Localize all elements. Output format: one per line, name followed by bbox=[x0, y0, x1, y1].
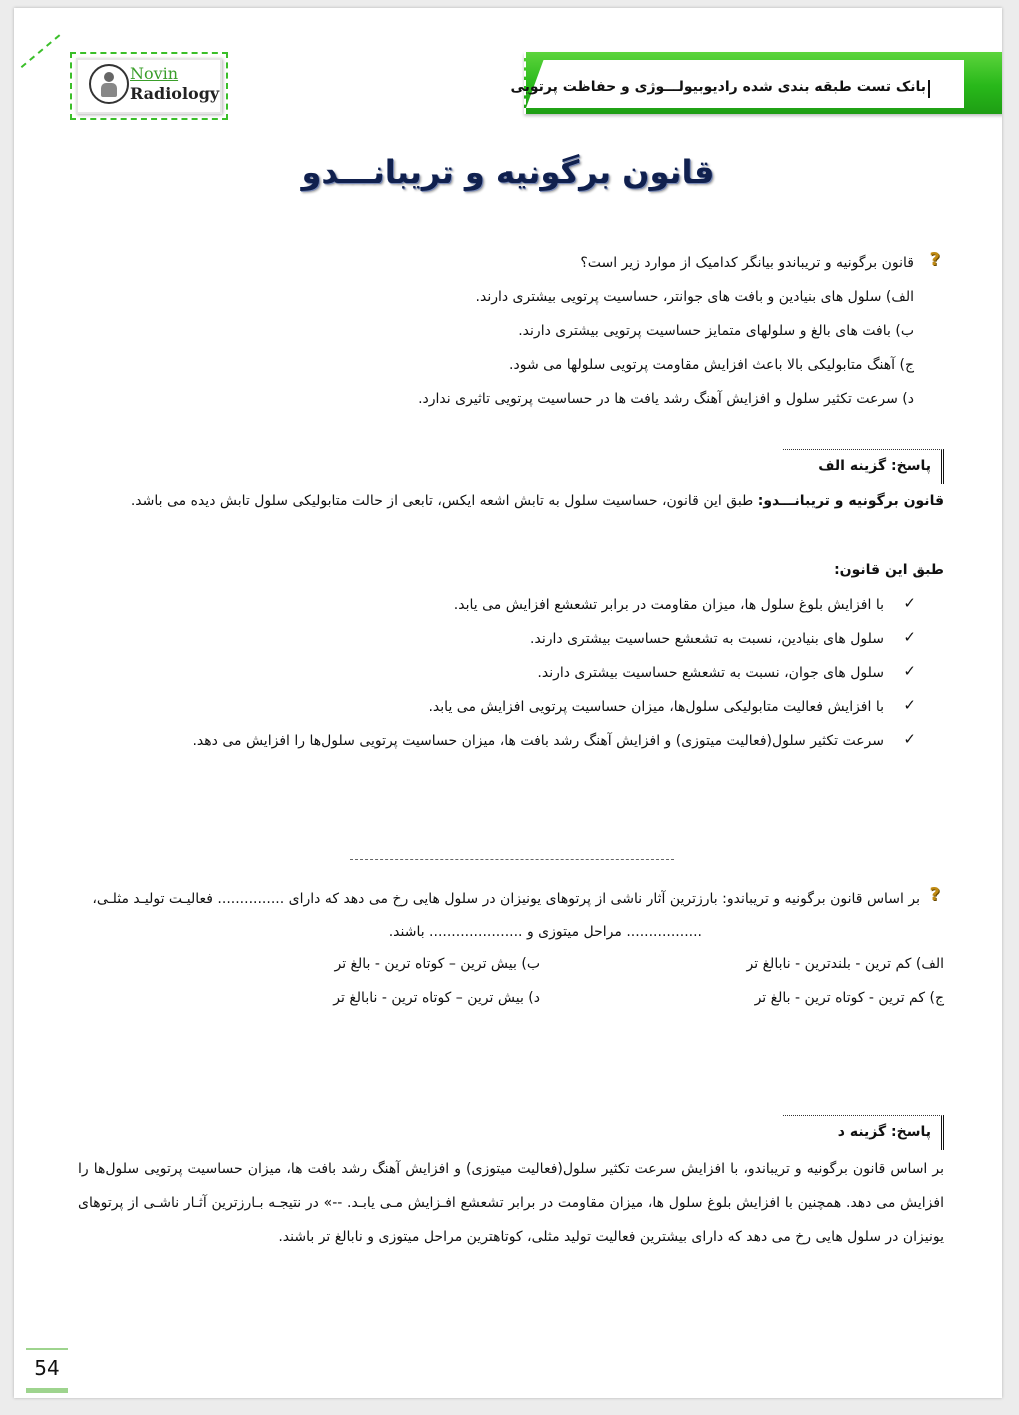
section-divider bbox=[350, 859, 674, 860]
document-page bbox=[14, 8, 1002, 1398]
banner-title: بانک تست طبقه بندی شده رادیوبیولـــوژی و حفاظت پرتویی bbox=[510, 79, 926, 95]
check-icon: ✓ bbox=[903, 594, 916, 612]
rule-item: سرعت تکثیر سلول(فعالیت میتوزی) و افزایش آهنگ رشد بافت ها، میزان حساسیت پرتویی سلول‌ها را افزایش می دهد. bbox=[192, 733, 884, 749]
banner-divider bbox=[928, 80, 930, 98]
question-icon: ? bbox=[929, 249, 940, 270]
logo-decoration bbox=[21, 34, 62, 69]
rule-heading: طبق این قانون: bbox=[834, 562, 944, 578]
definition-text: طبق این قانون، حساسیت سلول به تابش اشعه ایکس، تابعی از حالت متابولیکی سلول تابش دیده می باشد. bbox=[130, 493, 754, 509]
check-icon: ✓ bbox=[903, 730, 916, 748]
check-icon: ✓ bbox=[903, 696, 916, 714]
check-icon: ✓ bbox=[903, 628, 916, 646]
q1-answer-label: پاسخ: گزینه الف bbox=[818, 458, 931, 474]
q2-option-a: الف) کم ترین - بلندترین - نابالغ تر bbox=[746, 956, 944, 972]
q1-option-d: د) سرعت تکثیر سلول و افزایش آهنگ رشد یافت ها در حساسیت پرتویی تاثیری ندارد. bbox=[418, 391, 914, 407]
q1-option-b: ب) بافت های بالغ و سلولهای متمایز حساسیت پرتویی بیشتری دارند. bbox=[518, 323, 914, 339]
rule-item: سلول های جوان، نسبت به تشعشع حساسیت بیشتری دارند. bbox=[537, 665, 884, 681]
q2-option-c: ج) کم ترین - کوتاه ترین - بالغ تر bbox=[754, 990, 944, 1006]
q1-answer-box bbox=[783, 449, 944, 484]
definition-term: قانون برگونیه و تریبانـــدو: bbox=[757, 493, 944, 509]
person-icon bbox=[89, 64, 129, 104]
q1-definition bbox=[131, 492, 944, 510]
q2-option-b: ب) بیش ترین – کوتاه ترین - بالغ تر bbox=[334, 956, 540, 972]
q1-question: قانون برگونیه و تریباندو بیانگر کدامیک از موارد زیر است؟ bbox=[580, 255, 914, 271]
rule-item: با افزایش فعالیت متابولیکی سلول‌ها، میزان حساسیت پرتویی افزایش می یابد. bbox=[428, 699, 884, 715]
page-title: قانون برگونیه و تریبانـــدو bbox=[301, 153, 715, 191]
logo-text-novin: Novin bbox=[130, 64, 179, 83]
logo-text-radiology: Radiology bbox=[130, 84, 220, 103]
q1-option-c: ج) آهنگ متابولیکی بالا باعث افزایش مقاومت پرتویی سلولها می شود. bbox=[509, 357, 914, 373]
q2-option-d: د) بیش ترین – کوتاه ترین - نابالغ تر bbox=[333, 990, 540, 1006]
page-number: 54 bbox=[26, 1348, 68, 1393]
novin-radiology-logo bbox=[70, 52, 228, 120]
q2-answer-box bbox=[783, 1115, 944, 1150]
rule-item: با افزایش بلوغ سلول ها، میزان مقاومت در برابر تشعشع افزایش می یابد. bbox=[453, 597, 884, 613]
rule-item: سلول های بنیادین، نسبت به تشعشع حساسیت بیشتری دارند. bbox=[530, 631, 884, 647]
question-icon: ? bbox=[929, 884, 940, 905]
q2-explanation: بر اساس قانون برگونیه و تریباندو، با افزایش سرعت تکثیر سلول(فعالیت میتوزی) و افزایش آهنگ رشد بافت ها، میزان حساسیت پرتویی سلول‌ها را افزایش می دهد. همچنین با افزایش بلوغ سلول ها، میزان مقاومت در برابر تشعشع افـزایش مـی یابـد. --» در نتیجـه بـارزترین آثـار ناشـی از پرتوهای یونیزان در سلول هایی رخ می دهد که دارای بیشترین فعالیت تولید مثلی، کوتاهترین مراحل میتوزی و نابالغ تر باشند. bbox=[78, 1161, 944, 1245]
q2-question-line1: بر اساس قانون برگونیه و تریباندو: بارزترین آثار ناشی از پرتوهای یونیزان در سلول هایی رخ می دهد که دارای ............... فعالیـت تولیـد مثلـی، bbox=[92, 891, 920, 907]
q2-answer-label: پاسخ: گزینه د bbox=[837, 1124, 931, 1140]
q1-option-a: الف) سلول های بنیادین و بافت های جوانتر، حساسیت پرتویی بیشتری دارند. bbox=[475, 289, 914, 305]
q2-question-line2: ................. مراحل میتوزی و ..................... باشند. bbox=[388, 924, 702, 940]
check-icon: ✓ bbox=[903, 662, 916, 680]
